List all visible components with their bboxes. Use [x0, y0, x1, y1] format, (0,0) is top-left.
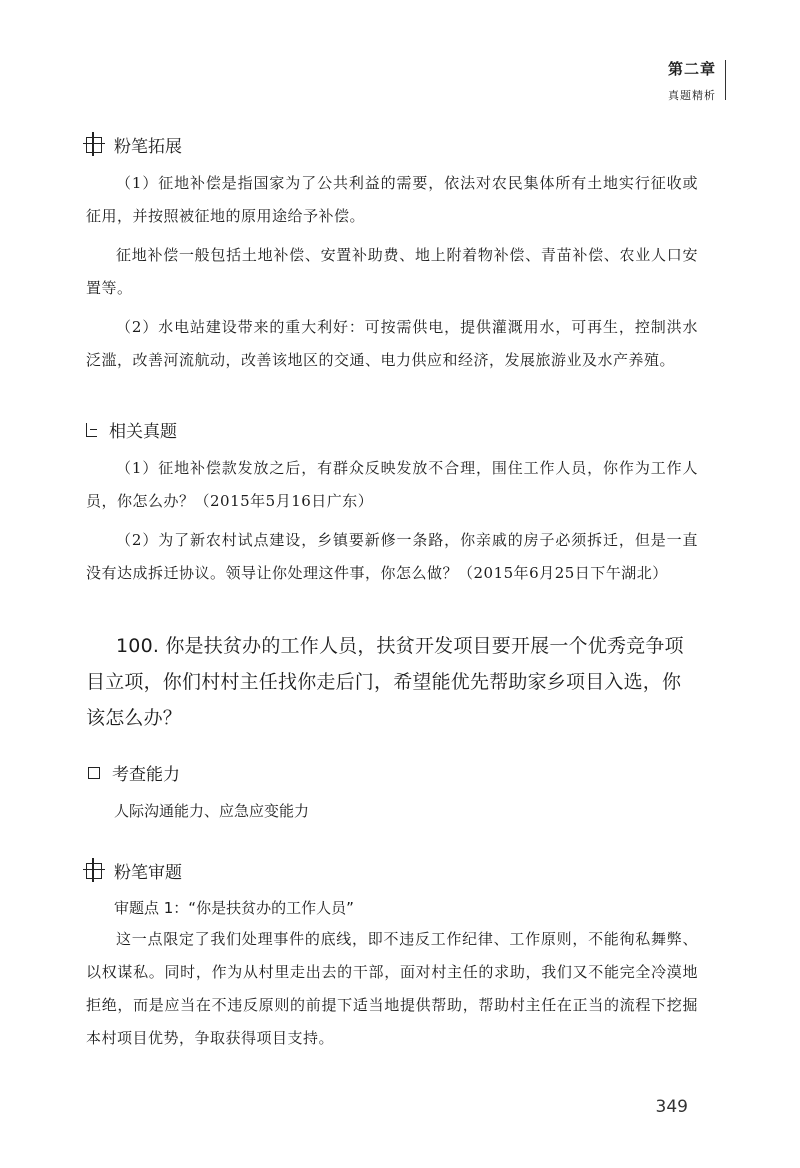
section-extension-heading — [86, 132, 698, 157]
checkbox-icon — [88, 767, 100, 779]
chapter-title: 第二章 — [667, 60, 716, 78]
question-100: 100. 你是扶贫办的工作人员，扶贫开发项目要开展一个优秀竞争项目立项，你们村村主任找你走后门，希望能优先帮助家乡项目入选，你该怎么办？ — [86, 635, 684, 729]
extension-paragraph-2: 征地补偿一般包括土地补偿、安置补助费、地上附着物补偿、青苗补偿、农业人口安置等。 — [86, 246, 698, 297]
review-point-label: 审题点 1：“你是扶贫办的工作人员” — [114, 899, 354, 917]
extension-paragraph-1: （1）征地补偿是指国家为了公共利益的需要，依法对农民集体所有土地实行征收或征用，并按照被征地的原用途给予补偿。 — [86, 174, 698, 225]
section-related-heading — [86, 417, 698, 442]
grid-icon — [86, 863, 102, 879]
grid-icon — [86, 137, 102, 153]
chapter-subtitle: 真题精析 — [668, 89, 716, 102]
section-ability-heading — [86, 760, 698, 785]
section-extension-title: 粉笔拓展 — [114, 137, 182, 157]
section-related-title: 相关真题 — [109, 422, 177, 442]
page-content — [86, 132, 698, 1055]
related-paragraph-2: （2）为了新农村试点建设，乡镇要新修一条路，你亲戚的房子必须拆迁，但是一直没有达成拆迁协议。领导让你处理这件事，你怎么做？（2015年6月25日下午湖北） — [86, 531, 698, 582]
related-paragraph-1: （1）征地补偿款发放之后，有群众反映发放不合理，围住工作人员，你作为工作人员，你怎么办？（2015年5月16日广东） — [86, 459, 698, 510]
document-icon — [86, 423, 97, 437]
header-rule — [725, 60, 726, 100]
section-ability-title: 考查能力 — [112, 765, 180, 785]
extension-paragraph-3: （2）水电站建设带来的重大利好：可按需供电，提供灌溉用水，可再生，控制洪水泛滥，改善河流航动，改善该地区的交通、电力供应和经济，发展旅游业及水产养殖。 — [86, 318, 698, 369]
page-number: 349 — [655, 1097, 688, 1117]
section-review-heading — [86, 858, 698, 883]
review-paragraph: 这一点限定了我们处理事件的底线，即不违反工作纪律、工作原则，不能徇私舞弊、以权谋私。同时，作为从村里走出去的干部，面对村主任的求助，我们又不能完全冷漠地拒绝，而是应当在不违反原则的前提下适当地提供帮助，帮助村主任在正当的流程下挖掘本村项目优势，争取获得项目支持。 — [86, 930, 698, 1047]
page-header — [668, 58, 716, 103]
ability-content: 人际沟通能力、应急应变能力 — [114, 802, 310, 820]
section-review-title: 粉笔审题 — [114, 863, 182, 883]
